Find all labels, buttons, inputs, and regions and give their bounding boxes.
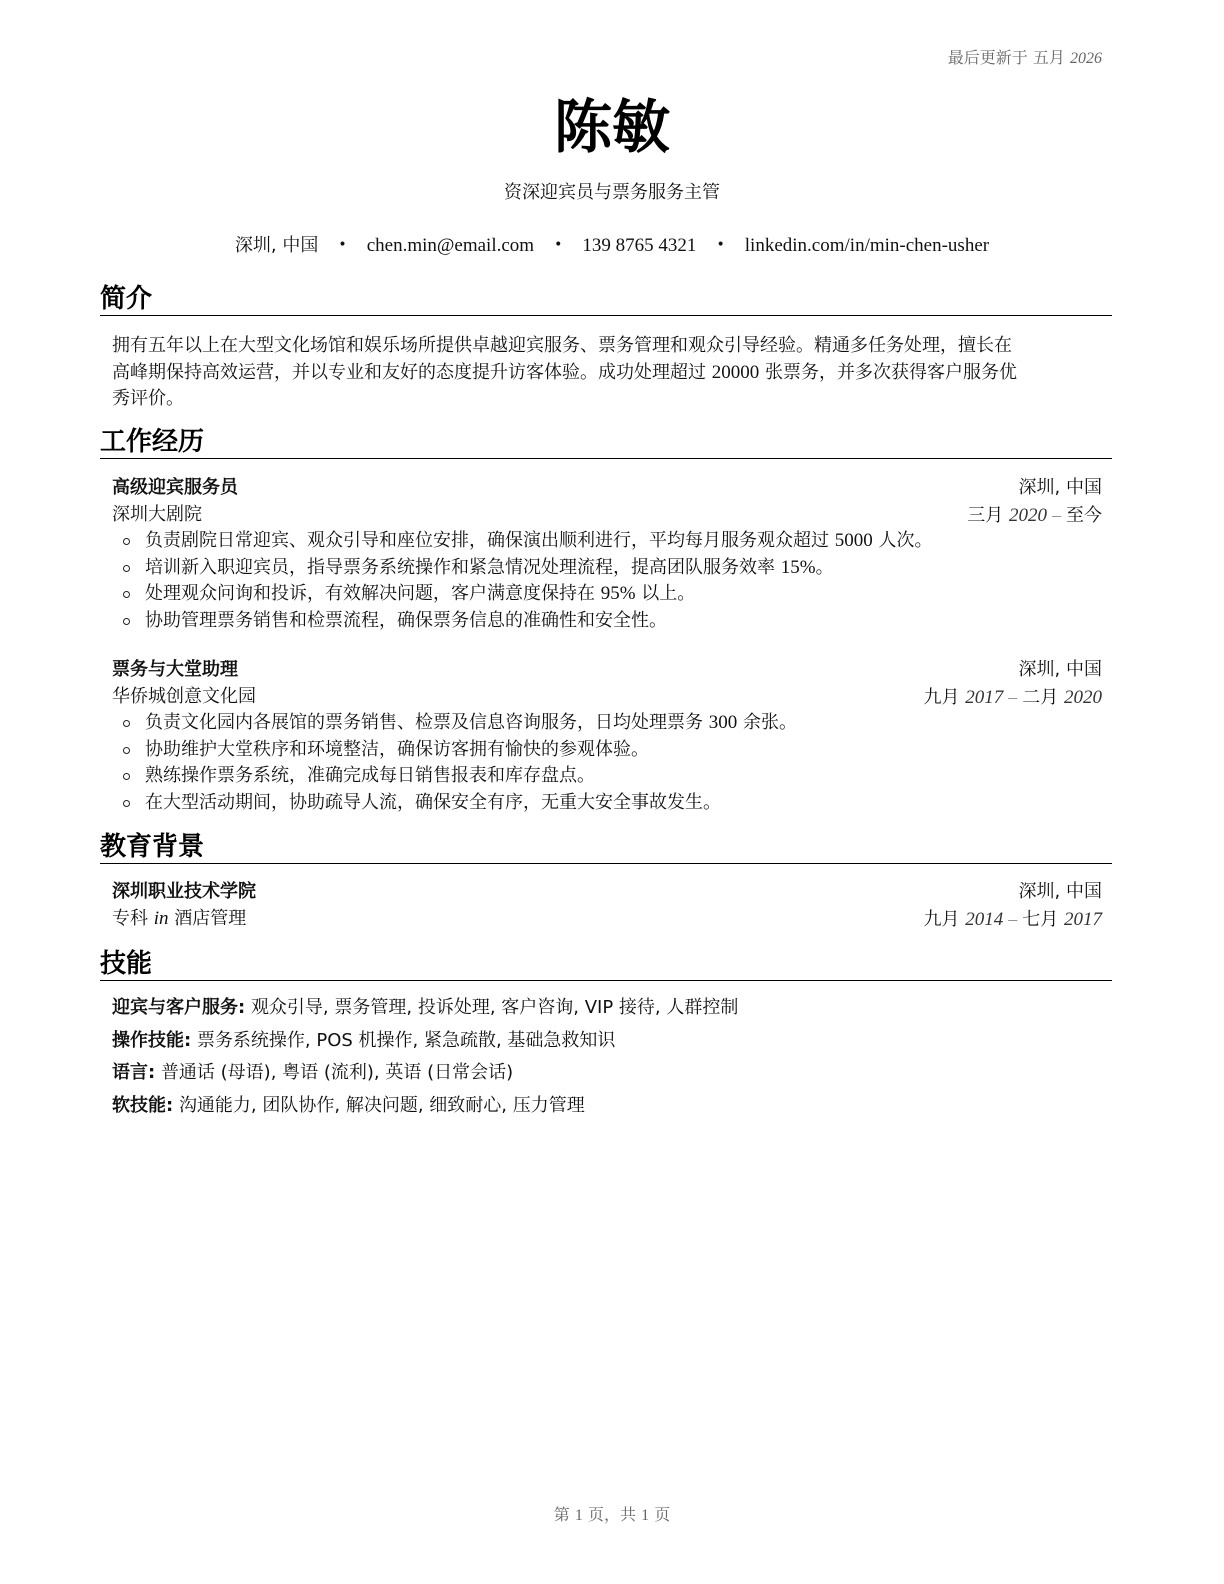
experience-location: 深圳, 中国	[1018, 659, 1102, 680]
section-heading-experience: 工作经历	[100, 426, 1112, 459]
person-name: 陈敏	[553, 93, 670, 161]
experience-entry	[112, 475, 1102, 634]
last-updated	[948, 45, 1102, 68]
bullet-circle-icon	[123, 720, 130, 727]
experience-org: 华侨城创意文化园	[112, 685, 256, 707]
section-heading-skills: 技能	[100, 948, 1112, 981]
section-heading-education: 教育背景	[100, 831, 1112, 864]
education-degree: 专科 in 酒店管理	[112, 907, 247, 929]
bullet-circle-icon	[123, 591, 130, 598]
bullet-item: 处理观众问询和投诉，有效解决问题，客户满意度保持在 95% 以上。	[112, 581, 1102, 608]
education-dates: 九月 2014 – 七月 2017	[923, 908, 1102, 930]
education-entry	[112, 879, 1102, 932]
last-updated-month: 五月	[1032, 48, 1065, 67]
page-number: 第 1 页，共 1 页	[553, 1505, 671, 1524]
skills-list	[112, 995, 1102, 1125]
experience-org: 深圳大剧院	[112, 503, 202, 525]
contact-phone: 139 8765 4321	[582, 235, 697, 256]
bullet-item: 负责文化园内各展馆的票务销售、检票及信息咨询服务，日均处理票务 300 余张。	[112, 710, 1102, 737]
bullet-item: 协助管理票务销售和检票流程，确保票务信息的准确性和安全性。	[112, 608, 1102, 635]
bullet-item: 培训新入职迎宾员，指导票务系统操作和紧急情况处理流程，提高团队服务效率 15%。	[112, 555, 1102, 582]
bullet-circle-icon	[123, 565, 130, 572]
experience-dates: 三月 2020 – 至今	[967, 504, 1102, 526]
bullet-circle-icon	[123, 773, 130, 780]
bullet-circle-icon	[123, 538, 130, 545]
education-school: 深圳职业技术学院	[112, 881, 256, 902]
experience-role: 高级迎宾服务员	[112, 477, 238, 498]
skill-row: 迎宾与客户服务: 观众引导, 票务管理, 投诉处理, 客户咨询, VIP 接待, 人群控制	[112, 997, 739, 1018]
experience-bullets	[112, 528, 1102, 634]
bullet-item: 协助维护大堂秩序和环境整洁，确保访客拥有愉快的参观体验。	[112, 737, 1102, 764]
contact-linkedin[interactable]: linkedin.com/in/min-chen-usher	[744, 235, 990, 256]
bullet-circle-icon	[123, 800, 130, 807]
experience-bullets	[112, 710, 1102, 816]
experience-location: 深圳, 中国	[1018, 477, 1102, 498]
summary-line: 拥有五年以上在大型文化场馆和娱乐场所提供卓越迎宾服务、票务管理和观众引导经验。精通多任务处理，擅长在	[112, 335, 1012, 356]
job-title: 资深迎宾员与票务服务主管	[504, 182, 720, 203]
contact-line	[0, 231, 1224, 257]
bullet-item: 熟练操作票务系统，准确完成每日销售报表和库存盘点。	[112, 763, 1102, 790]
section-heading-summary: 简介	[100, 283, 1112, 316]
last-updated-year: 2026	[1070, 50, 1102, 67]
experience-role: 票务与大堂助理	[112, 659, 238, 680]
education-location: 深圳, 中国	[1018, 881, 1102, 902]
contact-location: 深圳, 中国	[234, 235, 319, 256]
summary-text	[112, 333, 1104, 413]
bullet-circle-icon	[123, 618, 130, 625]
skill-row: 语言: 普通话 (母语), 粤语 (流利), 英语 (日常会话)	[112, 1062, 514, 1083]
experience-entry	[112, 657, 1102, 816]
experience-dates: 九月 2017 – 二月 2020	[923, 686, 1102, 708]
summary-line: 高峰期保持高效运营，并以专业和友好的态度提升访客体验。成功处理超过 20000 张票务，并多次获得客户服务优	[112, 361, 1017, 383]
bullet-item: 在大型活动期间，协助疏导人流，确保安全有序，无重大安全事故发生。	[112, 790, 1102, 817]
contact-separator: •	[554, 237, 563, 253]
skill-row: 软技能: 沟通能力, 团队协作, 解决问题, 细致耐心, 压力管理	[112, 1094, 585, 1116]
skill-row: 操作技能: 票务系统操作, POS 机操作, 紧急疏散, 基础急救知识	[112, 1029, 616, 1051]
bullet-item: 负责剧院日常迎宾、观众引导和座位安排，确保演出顺利进行，平均每月服务观众超过 5000 人次。	[112, 528, 1102, 555]
contact-email[interactable]: chen.min@email.com	[366, 235, 535, 256]
summary-line: 秀评价。	[112, 388, 184, 409]
last-updated-prefix: 最后更新于	[947, 48, 1028, 67]
contact-separator: •	[716, 237, 725, 253]
contact-separator: •	[338, 237, 347, 253]
bullet-circle-icon	[123, 747, 130, 754]
